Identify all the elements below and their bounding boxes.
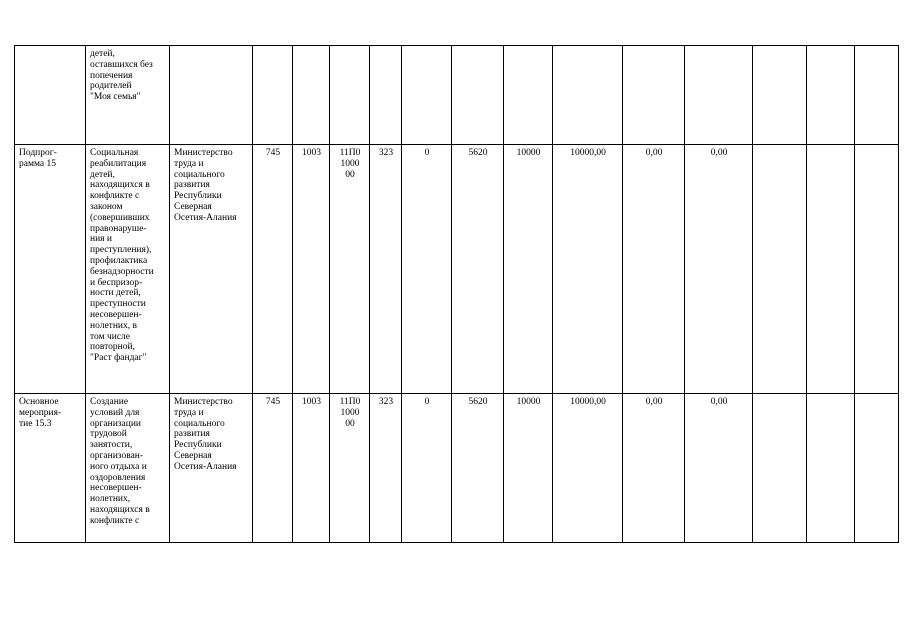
table-cell: Подпрог- рамма 15 [15,145,86,394]
table-cell [753,46,807,145]
table-cell: 1003 [293,394,330,543]
table-cell [753,394,807,543]
table-cell [15,46,86,145]
table-cell: Создание условий для организации трудовой занятости, организован- ного отдыха и оздоровления несовершен- нолетних, находящихся в конфликте с [86,394,170,543]
table-cell: 323 [370,145,402,394]
table-cell [170,46,253,145]
table-cell: детей, оставшихся без попечения родителей "Моя семья" [86,46,170,145]
table-cell [330,46,370,145]
table-cell: 323 [370,394,402,543]
table-cell: Министерство труда и социального развития Республики Северная Осетия-Алания [170,394,253,543]
table-cell: 0,00 [685,394,753,543]
table-cell [452,46,504,145]
table-cell [807,394,855,543]
table-cell [370,46,402,145]
table-row [15,46,899,145]
table-cell [807,145,855,394]
table-cell: 10000 [504,394,553,543]
table-cell: 1003 [293,145,330,394]
table-cell [553,46,623,145]
table-cell: Социальная реабилитация детей, находящихся в конфликте с законом (совершивших правонаруше- ния и преступления), профилактика безнадзорности и беспризор- ности детей, преступности несовершен- нолетних, в том числе повторной, "Раст фандаг" [86,145,170,394]
table-cell: 0,00 [623,145,685,394]
table-cell [855,46,899,145]
table-cell: 11П0 1000 00 [330,145,370,394]
table-cell: Основное мероприя- тие 15.3 [15,394,86,543]
table-cell [293,46,330,145]
table-cell: 10000,00 [553,145,623,394]
table-cell: 0 [402,145,452,394]
table-cell [504,46,553,145]
table-cell: 10000 [504,145,553,394]
table-cell [253,46,293,145]
table-cell [623,46,685,145]
table-cell [855,394,899,543]
table-cell: 10000,00 [553,394,623,543]
table-cell: 0,00 [623,394,685,543]
table-cell [807,46,855,145]
table-cell: 0 [402,394,452,543]
table-row [15,145,899,394]
table-row [15,394,899,543]
table-cell: 745 [253,145,293,394]
table-cell [855,145,899,394]
table-cell: 11П0 1000 00 [330,394,370,543]
table-cell [753,145,807,394]
table-cell: 5620 [452,394,504,543]
table-cell: 745 [253,394,293,543]
table-cell: 5620 [452,145,504,394]
table-cell: Министерство труда и социального развития Республики Северная Осетия-Алания [170,145,253,394]
table-cell [685,46,753,145]
table-cell: 0,00 [685,145,753,394]
table-cell [402,46,452,145]
budget-table [14,45,899,543]
